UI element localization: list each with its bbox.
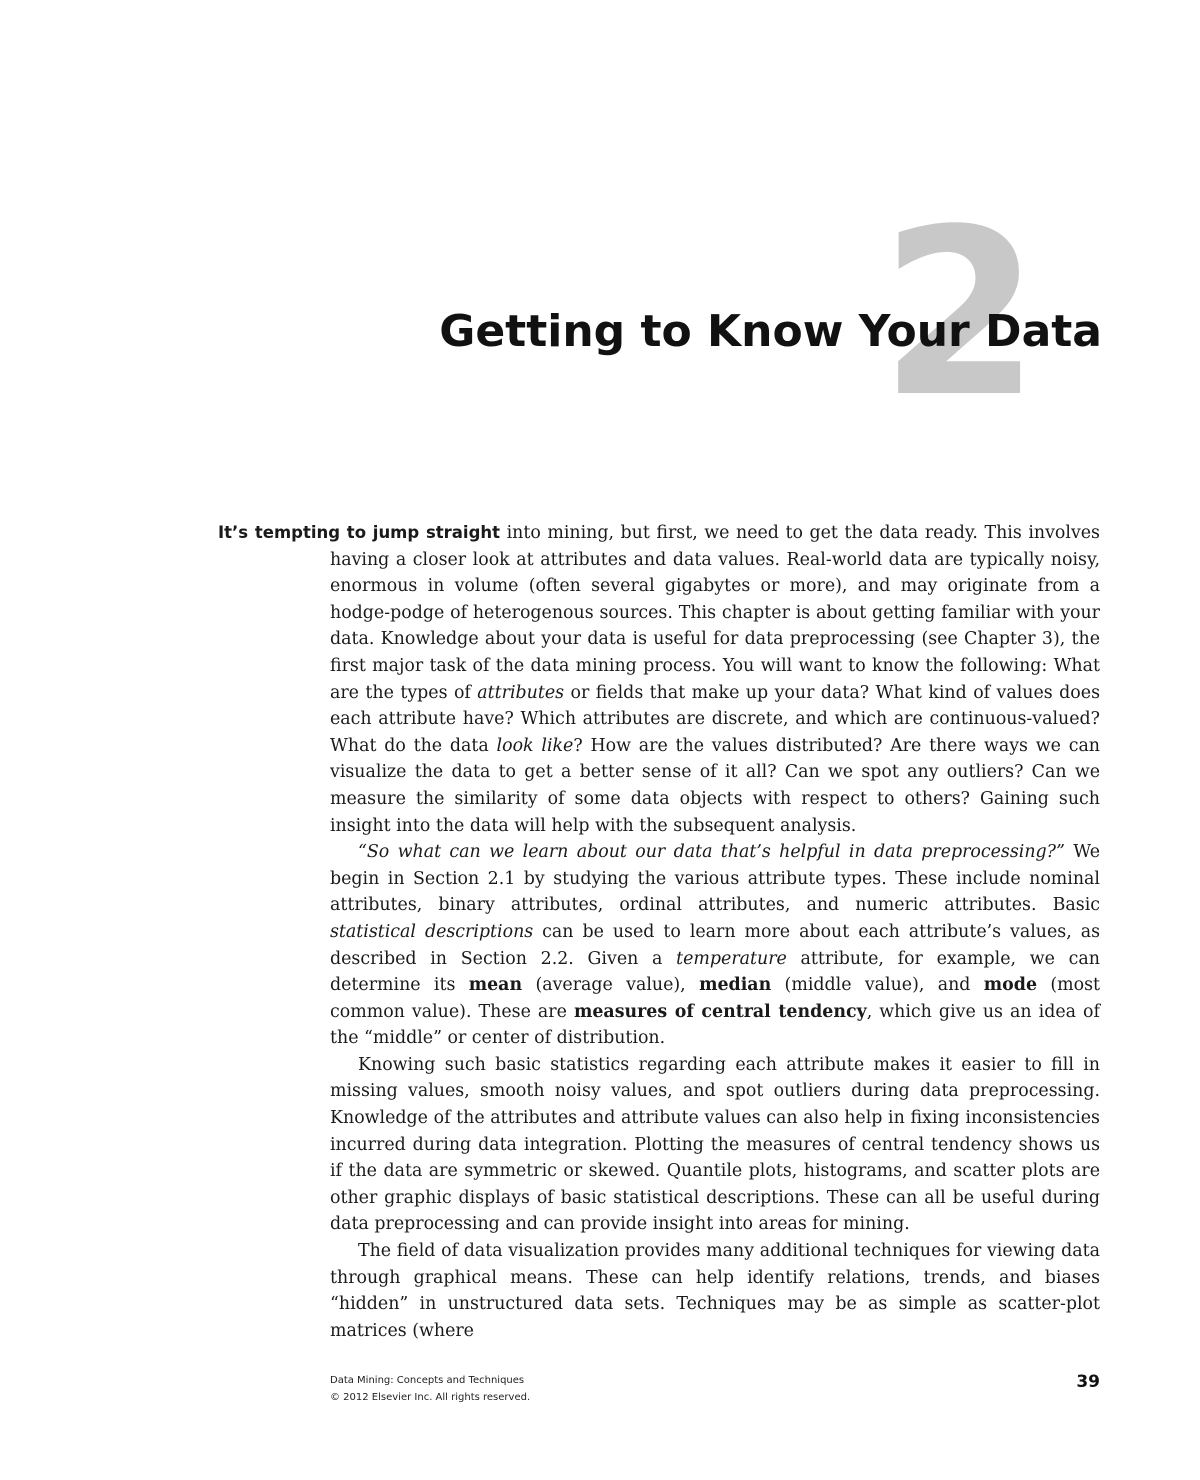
text-run: We begin in Section 2.1 by studying the various attribute types. These include nominal attributes, binary attributes, ordinal attributes, and numeric attributes. Basic	[330, 842, 1100, 916]
body-text	[218, 520, 1101, 1344]
book-title: Data Mining: Concepts and Techniques	[330, 1375, 525, 1386]
text-run: ? How are the values distributed? Are there ways we can visualize the data to get a better sense of it all? Can we spot any outliers? Can we measure the similarity of some data objects with respect to others? Gaining such insight into the data will help with the subsequent analysis.	[330, 735, 1101, 836]
text-run: , which give us an idea of the “middle” or center of distribution.	[330, 1001, 1100, 1049]
keyword: median	[699, 975, 772, 996]
paragraph-4: The field of data visualization provides many additional techniques for viewing data through graphical means. These can help identify relations, trends, and biases “hidden” in unstructured data sets. Techniques may be as simple as scatter-plot matrices (where	[330, 1241, 1100, 1341]
emphasis: statistical descriptions	[330, 921, 534, 942]
page-number: 39	[1076, 1372, 1100, 1392]
text-run: (most common value). These are	[330, 975, 1101, 1022]
chapter-number: 2	[880, 181, 1041, 448]
keyword: mean	[468, 975, 523, 996]
text-run: into mining, but first, we need to get the data ready. This involves having a closer look at attributes and data values. Real-world data are typically noisy, enormous in volume (often several gigabytes or more), and may originate from a hodge-podge of heterogenous sources. This chapter is about getting familiar with your data. Knowledge about your data is useful for data preprocessing (see Chapter 3), the first major task of the data mining process. You will want to know the following: What are the types of	[330, 523, 1100, 703]
emphasis: attributes	[477, 682, 565, 703]
keyword: mode	[983, 975, 1038, 996]
paragraph-2	[330, 839, 1100, 1052]
text-run: attribute, for example, we can determine its	[330, 948, 1100, 996]
paragraph-1	[218, 520, 1100, 839]
lead-in: It’s tempting to jump straight	[218, 523, 501, 542]
keyword: measures of central tendency	[573, 1001, 867, 1022]
emphasis: look like	[496, 735, 574, 756]
emphasis: temperature	[676, 948, 787, 969]
copyright: © 2012 Elsevier Inc. All rights reserved.	[330, 1392, 531, 1403]
text-run: (average value),	[522, 975, 700, 996]
text-run: (middle value), and	[771, 975, 984, 996]
text-run: or fields that make up your data? What kind of values does each attribute have? Which attributes are discrete, and which are continuous-valued? What do the data	[330, 682, 1100, 756]
question: “So what can we learn about our data that’s helpful in data preprocessing?”	[358, 842, 1065, 863]
footer	[330, 1372, 530, 1406]
paragraph-3: Knowing such basic statistics regarding each attribute makes it easier to fill in missing values, smooth noisy values, and spot outliers during data preprocessing. Knowledge of the attributes and attribute values can also help in fixing inconsistencies incurred during data integration. Plotting the measures of central tendency shows us if the data are symmetric or skewed. Quantile plots, histograms, and scatter plots are other graphic displays of basic statistical descriptions. These can all be useful during data preprocessing and can provide insight into areas for mining.	[330, 1054, 1100, 1235]
text-run: can be used to learn more about each attribute’s values, as described in Section 2.2. Given a	[330, 921, 1101, 969]
chapter-title: Getting to Know Your Data	[439, 306, 1102, 357]
